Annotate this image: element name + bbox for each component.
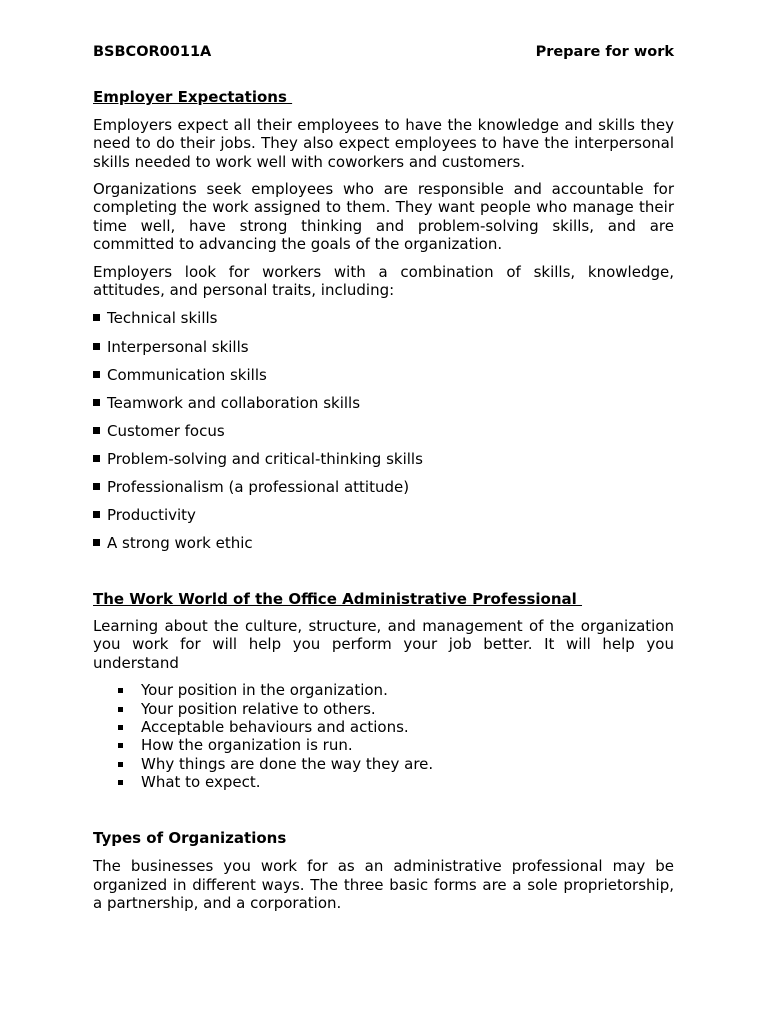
square-bullet-icon: [93, 427, 100, 434]
document-page: [93, 40, 674, 912]
list-item: Customer focus: [93, 422, 674, 440]
paragraph: Learning about the culture, structure, and management of the organization you work for will help you perform your job better. It will help you understand: [93, 617, 674, 672]
list-item: Communication skills: [93, 366, 674, 384]
section-heading-employer-expectations: Employer Expectations: [93, 88, 293, 107]
square-bullet-icon: [118, 707, 123, 712]
square-bullet-list: [93, 309, 674, 552]
paragraph: Employers look for workers with a combination of skills, knowledge, attitudes, and personal traits, including:: [93, 262, 674, 300]
paragraph: Employers expect all their employees to have the knowledge and skills they need to do their jobs. They also expect employees to have the interpersonal skills needed to work well with coworkers and customers.: [93, 115, 674, 171]
list-item: Professionalism (a professional attitude): [93, 478, 674, 496]
section-heading-types-of-organizations: Types of Organizations: [93, 828, 287, 847]
square-bullet-icon: [93, 483, 100, 490]
list-item: How the organization is run.: [118, 736, 674, 754]
paragraph: The businesses you work for as an administrative professional may be organized in different ways. The three basic forms are a sole proprietorship, a partnership, and a corporation.: [93, 857, 674, 912]
list-item: Why things are done the way they are.: [118, 755, 674, 773]
square-bullet-icon: [93, 511, 100, 518]
list-item: Problem-solving and critical-thinking skills: [93, 450, 674, 468]
paragraph: Organizations seek employees who are responsible and accountable for completing the work assigned to them. They want people who manage their time well, have strong thinking and problem-solving skills, and are committed to advancing the goals of the organization.: [93, 180, 674, 254]
square-bullet-icon: [118, 762, 123, 767]
list-item: Your position in the organization.: [118, 681, 674, 699]
list-item: Your position relative to others.: [118, 700, 674, 718]
section-heading-work-world: The Work World of the Office Administrative Professional: [93, 589, 583, 608]
square-bullet-icon: [93, 399, 100, 406]
list-item: Technical skills: [93, 309, 674, 327]
square-bullet-icon: [93, 539, 100, 546]
list-item: Productivity: [93, 506, 674, 524]
square-bullet-icon: [93, 455, 100, 462]
square-bullet-icon: [118, 780, 123, 785]
unit-code: BSBCOR0011A: [93, 44, 212, 60]
square-bullet-icon: [118, 725, 123, 730]
list-item: Acceptable behaviours and actions.: [118, 718, 674, 736]
list-item: A strong work ethic: [93, 534, 674, 552]
square-bullet-icon: [118, 688, 123, 693]
square-bullet-icon: [93, 343, 100, 350]
square-bullet-icon: [118, 743, 123, 748]
list-item: Teamwork and collaboration skills: [93, 394, 674, 412]
list-item: What to expect.: [118, 773, 674, 791]
unit-title: Prepare for work: [535, 44, 674, 60]
square-bullet-icon: [93, 314, 100, 321]
square-bullet-icon: [93, 371, 100, 378]
dot-bullet-list: [93, 681, 674, 791]
list-item: Interpersonal skills: [93, 338, 674, 356]
page-header: [93, 43, 674, 61]
